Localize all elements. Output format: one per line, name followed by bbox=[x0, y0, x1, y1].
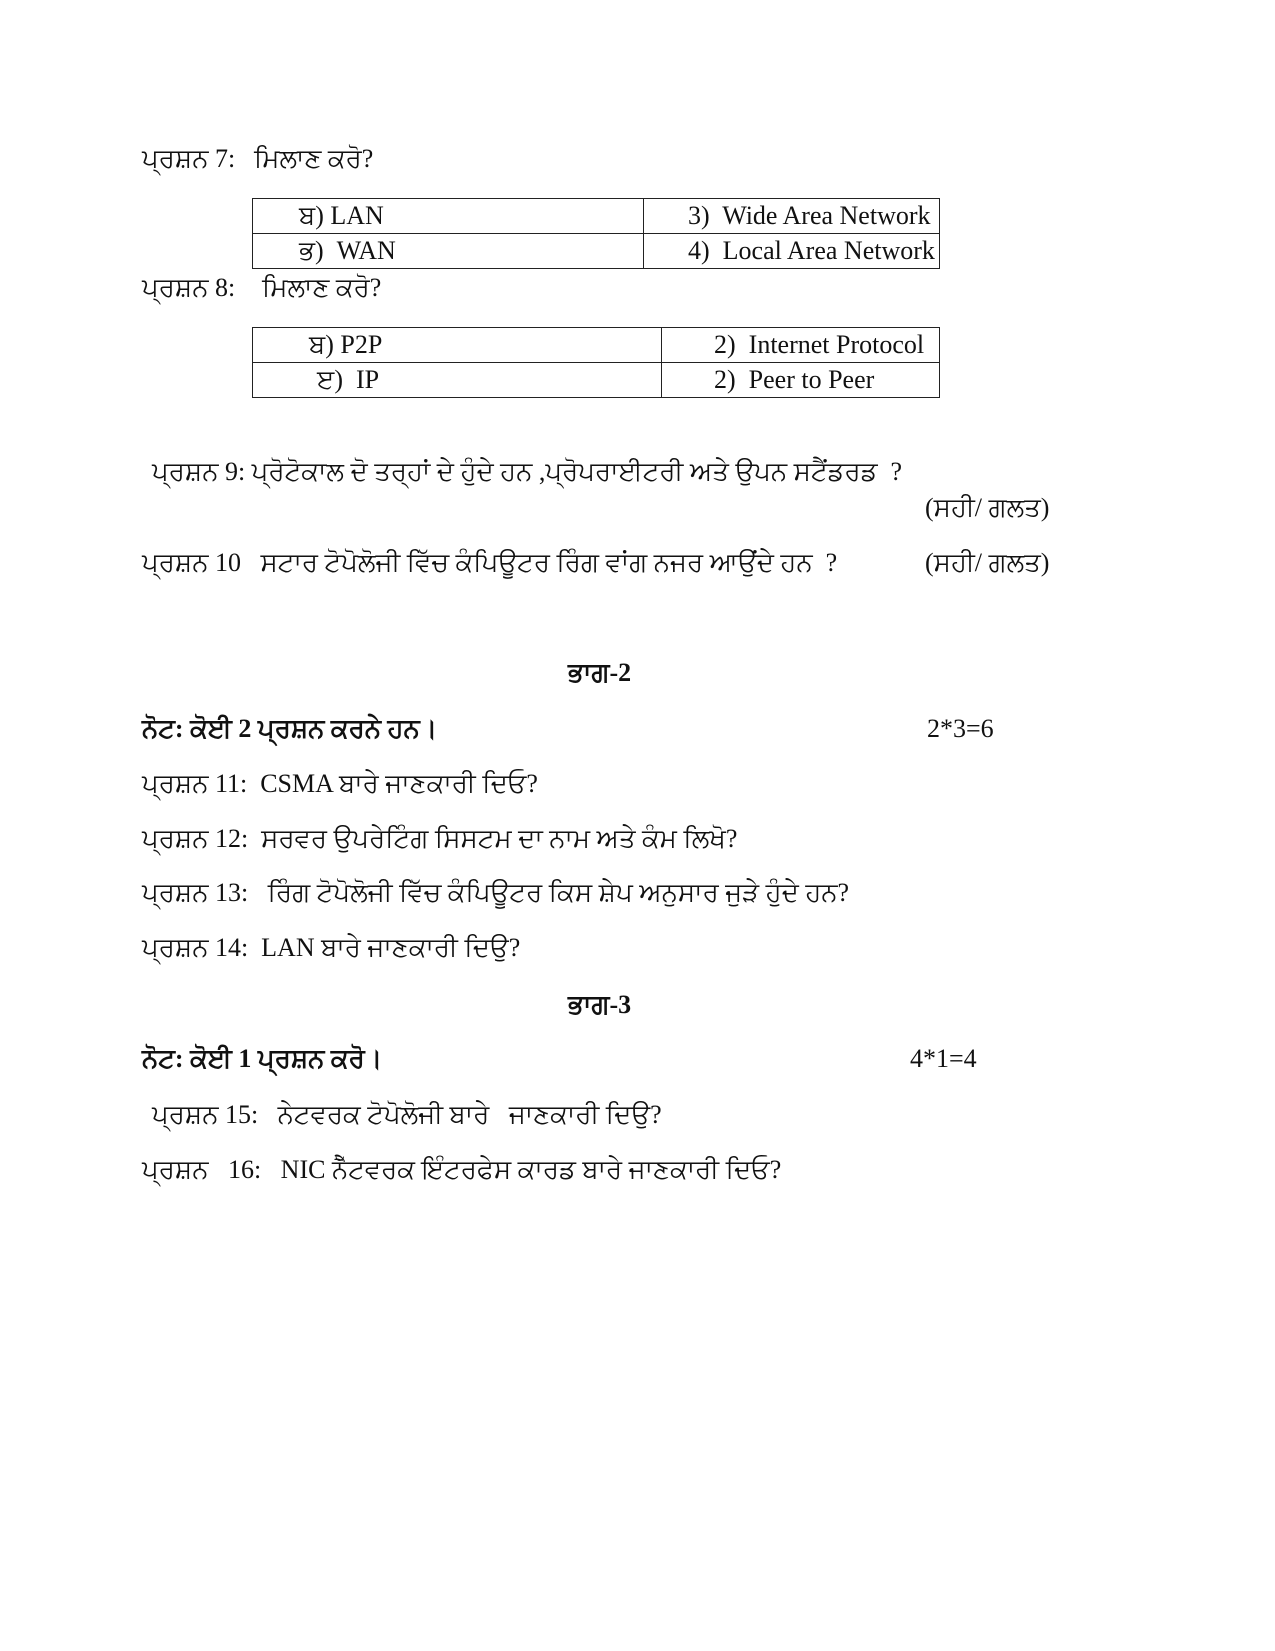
q9-text: ਪ੍ਰਸ਼ਨ 9: ਪ੍ਰੋਟੋਕਾਲ ਦੋ ਤਰ੍ਹਾਂ ਦੇ ਹੁੰਦੇ ਹਨ ,ਪ੍ਰੋਪਰਾਈਟਰੀ ਅਤੇ ਉਪਨ ਸਟੈਂਡਰਡ ? bbox=[152, 457, 903, 486]
part2-marks: 2*3=6 bbox=[927, 714, 994, 743]
match-right: 2) Peer to Peer bbox=[662, 363, 940, 398]
question-16: ਪ੍ਰਸ਼ਨ 16: NIC ਨੈੱਟਵਰਕ ਇੰਟਰਫੇਸ ਕਾਰਡ ਬਾਰੇ ਜਾਣਕਾਰੀ ਦਿਓ? bbox=[142, 1155, 782, 1184]
question-11: ਪ੍ਰਸ਼ਨ 11: CSMA ਬਾਰੇ ਜਾਣਕਾਰੀ ਦਿਓ? bbox=[142, 769, 538, 798]
table-row bbox=[253, 328, 940, 363]
q9-answer: (ਸਹੀ/ ਗਲਤ) bbox=[925, 493, 1050, 522]
question-15: ਪ੍ਰਸ਼ਨ 15: ਨੇਟਵਰਕ ਟੋਪੋਲੋਜੀ ਬਾਰੇ ਜਾਣਕਾਰੀ ਦਿਉ? bbox=[152, 1100, 662, 1129]
q10-text: ਪ੍ਰਸ਼ਨ 10 ਸਟਾਰ ਟੋਪੋਲੋਜੀ ਵਿੱਚ ਕੰਪਿਊਟਰ ਰਿੰਗ ਵਾਂਗ ਨਜਰ ਆਉਂਦੇ ਹਨ ? bbox=[142, 548, 838, 577]
q8-label: ਪ੍ਰਸ਼ਨ 8: bbox=[142, 273, 236, 302]
q7-match-table bbox=[252, 198, 940, 269]
q7-label: ਪ੍ਰਸ਼ਨ 7: bbox=[142, 144, 236, 173]
table-row bbox=[253, 363, 940, 398]
part2-note: ਨੋਟ: ਕੋਈ 2 ਪ੍ਰਸ਼ਨ ਕਰਨੇ ਹਨ। bbox=[142, 714, 438, 743]
q7-text: ਮਿਲਾਣ ਕਰੋ? bbox=[254, 144, 374, 173]
q10-answer: (ਸਹੀ/ ਗਲਤ) bbox=[925, 548, 1050, 577]
match-right: 3) Wide Area Network bbox=[644, 199, 940, 234]
part2-heading: ਭਾਗ-2 bbox=[568, 658, 632, 687]
q8-match-table bbox=[252, 327, 940, 398]
match-left: ਬ) LAN bbox=[253, 199, 644, 234]
table-row bbox=[253, 199, 940, 234]
question-13: ਪ੍ਰਸ਼ਨ 13: ਰਿੰਗ ਟੋਪੋਲੋਜੀ ਵਿੱਚ ਕੰਪਿਊਟਰ ਕਿਸ ਸ਼ੇਪ ਅਨੁਸਾਰ ਜੁੜੇ ਹੁੰਦੇ ਹਨ? bbox=[142, 878, 850, 907]
part3-marks: 4*1=4 bbox=[910, 1044, 977, 1073]
match-right: 4) Local Area Network bbox=[644, 234, 940, 269]
question-12: ਪ੍ਰਸ਼ਨ 12: ਸਰਵਰ ਉਪਰੇਟਿੰਗ ਸਿਸਟਮ ਦਾ ਨਾਮ ਅਤੇ ਕੰਮ ਲਿਖੋ? bbox=[142, 824, 738, 853]
match-right: 2) Internet Protocol bbox=[662, 328, 940, 363]
question-14: ਪ੍ਰਸ਼ਨ 14: LAN ਬਾਰੇ ਜਾਣਕਾਰੀ ਦਿਉ? bbox=[142, 933, 521, 962]
part3-note: ਨੋਟ: ਕੋਈ 1 ਪ੍ਰਸ਼ਨ ਕਰੋ। bbox=[142, 1044, 383, 1073]
match-left: ੲ) IP bbox=[253, 363, 662, 398]
match-left: ਬ) P2P bbox=[253, 328, 662, 363]
table-row bbox=[253, 234, 940, 269]
q8-text: ਮਿਲਾਣ ਕਰੋ? bbox=[262, 273, 382, 302]
part3-heading: ਭਾਗ-3 bbox=[568, 990, 632, 1019]
match-left: ਭ) WAN bbox=[253, 234, 644, 269]
